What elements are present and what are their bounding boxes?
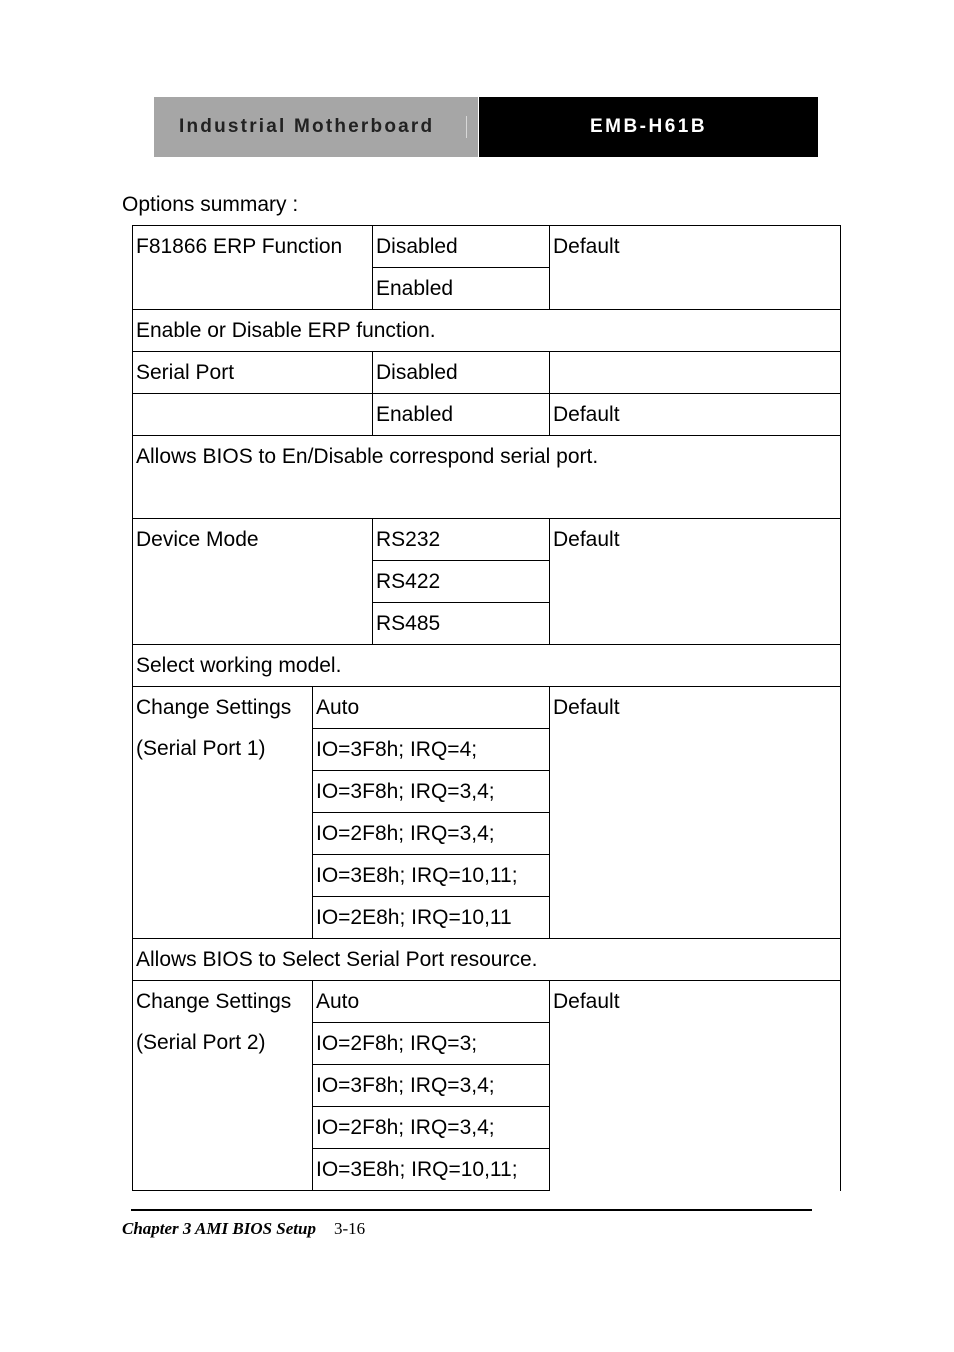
sp1-option: IO=3E8h; IRQ=10,11;: [313, 855, 550, 897]
sp1-name: [133, 687, 313, 939]
table-row: [133, 394, 841, 436]
sp2-name-line2: (Serial Port 2): [136, 1031, 266, 1054]
table-row: [133, 939, 841, 981]
serial-port-empty-cell: [550, 352, 841, 394]
table-row: [133, 687, 841, 729]
device-mode-default: Default: [550, 519, 841, 645]
sp2-name: [133, 981, 313, 1191]
header-divider: [466, 116, 467, 138]
serial-port-option-enabled: Enabled: [373, 394, 550, 436]
erp-default: Default: [550, 226, 841, 310]
table-row: [133, 226, 841, 268]
sp1-name-line2: (Serial Port 1): [136, 737, 266, 760]
sp1-option: Auto: [313, 687, 550, 729]
table-row: [133, 310, 841, 352]
sp1-description: Allows BIOS to Select Serial Port resource.: [133, 939, 841, 981]
header-model: EMB-H61B: [479, 97, 818, 157]
device-mode-name: Device Mode: [133, 519, 373, 645]
device-mode-description: Select working model.: [133, 645, 841, 687]
sp2-option: Auto: [313, 981, 550, 1023]
sp1-name-line1: Change Settings: [136, 696, 292, 719]
sp2-name-line1: Change Settings: [136, 990, 292, 1013]
erp-option-enabled: Enabled: [373, 268, 550, 310]
sp1-option: IO=2E8h; IRQ=10,11: [313, 897, 550, 939]
serial-port-empty-name: [133, 394, 373, 436]
erp-name: F81866 ERP Function: [133, 226, 373, 310]
serial-port-option-disabled: Disabled: [373, 352, 550, 394]
footer-page-number: 3-16: [333, 1219, 366, 1238]
sp2-option: IO=2F8h; IRQ=3,4;: [313, 1107, 550, 1149]
serial-port-description: Allows BIOS to En/Disable correspond serial port.: [133, 436, 841, 519]
options-table: [132, 225, 841, 1191]
erp-description: Enable or Disable ERP function.: [133, 310, 841, 352]
sp1-option: IO=2F8h; IRQ=3,4;: [313, 813, 550, 855]
sp2-default: Default: [550, 981, 841, 1191]
table-row: [133, 352, 841, 394]
sp2-option: IO=3E8h; IRQ=10,11;: [313, 1149, 550, 1191]
table-row: [133, 981, 841, 1023]
table-row: [133, 645, 841, 687]
page-footer: [122, 1218, 365, 1240]
options-summary-label: Options summary :: [122, 193, 299, 216]
sp1-option: IO=3F8h; IRQ=4;: [313, 729, 550, 771]
table-row: [133, 519, 841, 561]
serial-port-name: Serial Port: [133, 352, 373, 394]
device-mode-option-rs422: RS422: [373, 561, 550, 603]
device-mode-option-rs232: RS232: [373, 519, 550, 561]
device-mode-option-rs485: RS485: [373, 603, 550, 645]
table-row: [133, 436, 841, 519]
erp-option-disabled: Disabled: [373, 226, 550, 268]
header-product-line: Industrial Motherboard: [154, 97, 478, 157]
sp1-option: IO=3F8h; IRQ=3,4;: [313, 771, 550, 813]
sp2-option: IO=3F8h; IRQ=3,4;: [313, 1065, 550, 1107]
footer-rule: [131, 1209, 812, 1211]
sp2-option: IO=2F8h; IRQ=3;: [313, 1023, 550, 1065]
sp1-default: Default: [550, 687, 841, 939]
footer-chapter: Chapter 3 AMI BIOS Setup: [122, 1219, 316, 1238]
serial-port-default: Default: [550, 394, 841, 436]
